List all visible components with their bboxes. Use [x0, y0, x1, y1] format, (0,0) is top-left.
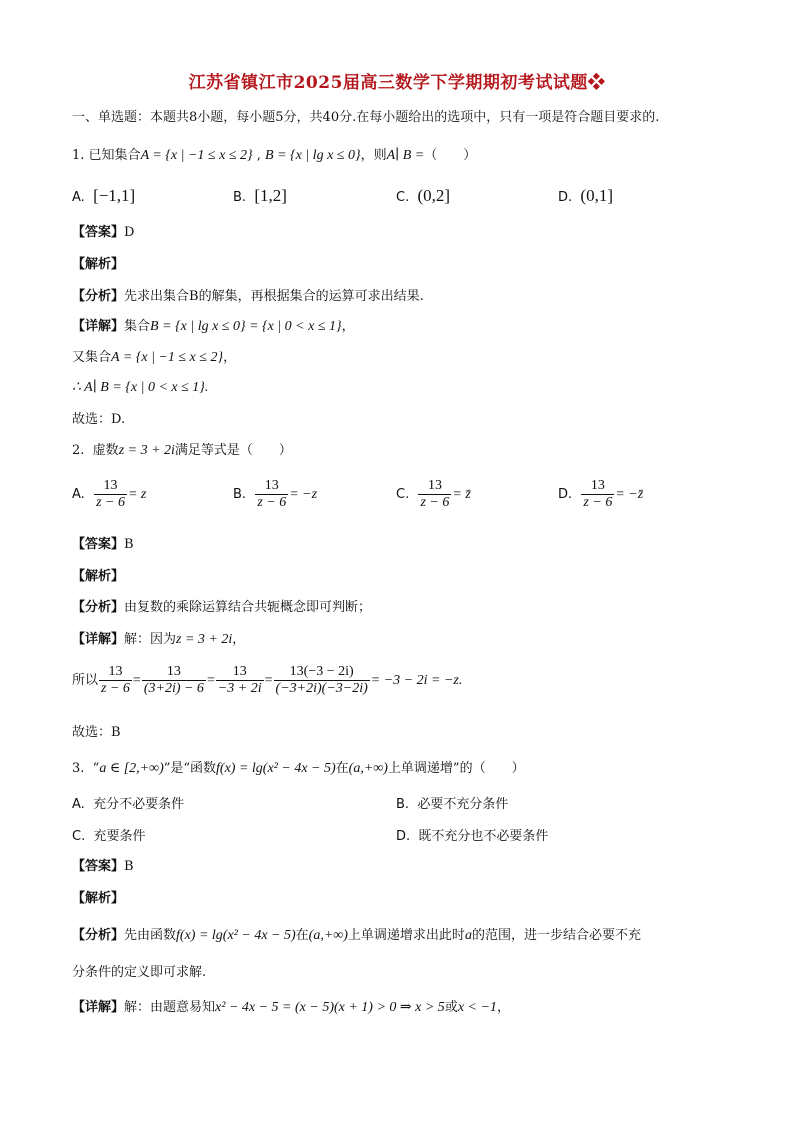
q3-option-label: D. [396, 829, 411, 844]
step-punct: ， [232, 632, 246, 647]
step-formula: A = {x | −1 ≤ x ≤ 2} [111, 350, 224, 365]
q2-option-rhs: = z [127, 487, 147, 502]
q2-fraction [255, 478, 288, 511]
q3-stem-text: “ [92, 761, 100, 776]
q1-option-d [558, 186, 613, 208]
q1-answer [72, 223, 134, 243]
q2-option-rhs: = −z [289, 487, 318, 502]
q2-option-label: A. [72, 487, 85, 502]
step-text: 或 [444, 1000, 458, 1015]
q3-option-text: 充要条件 [93, 829, 146, 844]
step-formula: ∴ A∣ B = {x | 0 < x ≤ 1}. [72, 380, 209, 395]
q3-stem-text: 上单调递增”的（ ） [387, 761, 525, 776]
q3-option-label: C. [72, 829, 86, 844]
q1-xiangjie [72, 317, 355, 337]
fenxi-text: 上单调递增求出此时 [347, 928, 465, 943]
fenxi-text: 的范围，进一步结合必要不充 [471, 928, 641, 943]
step-punct: ， [496, 1000, 510, 1015]
q2-option-label: C. [396, 487, 410, 502]
q2-option-c [396, 478, 471, 511]
q2-option-rhs: = −z̄ [615, 487, 644, 502]
q2-fraction [94, 478, 127, 511]
xiangjie-tag: 【详解】 [72, 1000, 125, 1015]
q3-xiangjie [72, 998, 510, 1018]
q1-stem: 1. 已知集合A = {x | −1 ≤ x ≤ 2} , B = {x | lg x ≤ 0}，则A∣ B =（ ） [72, 148, 477, 163]
q3-option-d [396, 827, 548, 847]
q2-option-label: B. [233, 487, 247, 502]
step-formula: = −3 − 2i = −z. [370, 673, 463, 688]
answer-value: B [124, 537, 134, 552]
q2-option-d [558, 478, 643, 511]
step-text: 又集合 [72, 350, 112, 365]
fenxi-formula: f(x) = lg(x² − 4x − 5) [176, 928, 296, 943]
fenxi-text: 先求出集合B的解集，再根据集合的运算可求出结果. [124, 289, 424, 304]
step-punct: ， [223, 350, 237, 365]
q3-fenxi-line2: 分条件的定义即可求解. [72, 965, 207, 980]
q2-number: 2. [72, 443, 85, 458]
frac-num: 13 [427, 478, 442, 493]
frac-num: 13(−3 − 2i) [289, 664, 354, 679]
q3-option-b [396, 795, 508, 815]
q2-step-frac-1 [99, 664, 132, 697]
q2-option-rhs: = z̄ [452, 487, 471, 502]
q1-step3 [72, 378, 208, 398]
q3-stem-text: ”是“函数 [163, 761, 217, 776]
step-formula: B = {x | lg x ≤ 0} = {x | 0 < x ≤ 1} [150, 319, 342, 334]
frac-den: −3 + 2i [217, 681, 262, 696]
fenxi-text: 在 [295, 928, 309, 943]
q2-stem [72, 441, 292, 461]
answer-tag: 【答案】 [72, 859, 125, 874]
q1-option-a [72, 186, 135, 208]
frac-num: 13 [232, 664, 247, 679]
q2-fraction [418, 478, 451, 511]
q2-xiangjie [72, 630, 245, 650]
frac-num: 13 [590, 478, 605, 493]
q3-option-a [72, 795, 184, 815]
frac-den: (−3+2i)(−3−2i) [275, 681, 368, 696]
q1-stem-text: 已知集合 [88, 148, 141, 163]
frac-den: z − 6 [101, 681, 130, 696]
q3-option-c [72, 827, 146, 847]
q3-option-label: B. [396, 797, 410, 812]
fenxi-tag: 【分析】 [72, 289, 125, 304]
q2-option-b [233, 478, 317, 511]
frac-num: 13 [264, 478, 279, 493]
q2-option-label: D. [558, 487, 573, 502]
q3-stem [72, 759, 525, 779]
fenxi-formula: (a,+∞) [308, 928, 348, 943]
q3-interval: (a,+∞) [348, 761, 388, 776]
q2-step-frac-3 [216, 664, 264, 697]
frac-den: z − 6 [96, 495, 125, 510]
fenxi-text: 由复数的乘除运算结合共轭概念即可判断； [124, 600, 372, 615]
page-title: 江苏省镇江市2025届高三数学下学期期初考试试题❖ [188, 73, 606, 93]
q1-option-text: [−1,1] [93, 186, 136, 205]
q2-stem-text: 虚数 [92, 443, 119, 458]
q1-paren: （ ） [424, 148, 477, 163]
q3-option-text: 充分不必要条件 [93, 797, 185, 812]
q1-set-a: A = {x | −1 ≤ x ≤ 2} [140, 148, 253, 163]
q2-fenxi [72, 598, 371, 618]
q1-option-label: C. [396, 190, 410, 205]
frac-num: 13 [166, 664, 181, 679]
q1-option-label: A. [72, 190, 85, 205]
xiangjie-tag: 【详解】 [72, 632, 125, 647]
q3-option-text: 必要不充分条件 [417, 797, 509, 812]
q3-function: f(x) = lg(x² − 4x − 5) [216, 761, 336, 776]
q3-stem-text: 在 [335, 761, 349, 776]
fenxi-text: 先由函数 [124, 928, 177, 943]
q1-option-b [233, 186, 287, 208]
q1-number: 1. [72, 148, 85, 163]
q1-stem-then: ，则 [360, 148, 387, 163]
step-text: 解：由题意易知 [124, 1000, 216, 1015]
q3-number: 3. [72, 761, 85, 776]
q1-set-b: B = {x | lg x ≤ 0} [265, 148, 361, 163]
q1-step2 [72, 348, 236, 368]
fenxi-tag: 【分析】 [72, 600, 125, 615]
q1-option-text: (0,2] [417, 186, 451, 205]
q2-step-frac-2 [142, 664, 206, 697]
section-instructions: 一、单选题：本题共8小题，每小题5分，共40分.在每小题给出的选项中，只有一项是符合题目要求的. [72, 110, 660, 125]
q3-option-text: 既不充分也不必要条件 [418, 829, 549, 844]
answer-tag: 【答案】 [72, 225, 125, 240]
q1-jiexi: 【解析】 [72, 257, 125, 272]
step-text: 所以 [72, 673, 99, 688]
step-formula: z = 3 + 2i [176, 632, 233, 647]
q2-fraction [581, 478, 614, 511]
frac-den: z − 6 [420, 495, 450, 510]
q3-answer [72, 857, 134, 877]
q2-z: z = 3 + 2i [118, 443, 175, 458]
frac-den: (3+2i) − 6 [143, 681, 204, 696]
frac-den: z − 6 [257, 495, 287, 510]
q1-conclusion: 故选：D. [72, 412, 126, 427]
step-text: 解：因为 [124, 632, 177, 647]
q2-step2: 所以 $\frac{13}{z - 6}$ = $\frac{13}{(3+2i) - 6}$ = $\frac{13}{-3 + 2i}$ = $\frac{13(-3 - 2i)}{(-3+2i)(-3-2i)}$ = −3 − 2i = −z. [72, 664, 463, 696]
q1-option-label: B. [233, 190, 247, 205]
q3-fenxi [72, 926, 641, 946]
q1-option-text: (0,1] [580, 186, 613, 205]
answer-tag: 【答案】 [72, 537, 125, 552]
q1-ask: A∣ B = [386, 148, 425, 163]
fenxi-formula: a [464, 928, 472, 943]
q1-fenxi [72, 287, 424, 307]
step-formula: x² − 4x − 5 = (x − 5)(x + 1) > 0 ⇒ x > 5 [215, 1000, 445, 1015]
q3-option-label: A. [72, 797, 85, 812]
q3-condition: a ∈ [2,+∞) [99, 761, 164, 776]
q1-option-label: D. [558, 190, 573, 205]
step-punct: ， [341, 319, 355, 334]
step-formula: x < −1 [457, 1000, 497, 1015]
q2-step-frac-4 [274, 664, 370, 697]
step-text: 集合 [124, 319, 151, 334]
q2-answer [72, 535, 134, 555]
q2-stem-text2: 满足等式是（ ） [174, 443, 292, 458]
frac-num: 13 [108, 664, 123, 679]
q2-jiexi: 【解析】 [72, 569, 125, 584]
q1-option-text: [1,2] [254, 186, 287, 205]
answer-value: B [124, 859, 134, 874]
q1-option-c [396, 186, 450, 208]
fenxi-tag: 【分析】 [72, 928, 125, 943]
q2-option-a [72, 478, 146, 511]
frac-den: z − 6 [583, 495, 613, 510]
answer-value: D [124, 225, 135, 240]
q3-jiexi: 【解析】 [72, 891, 125, 906]
xiangjie-tag: 【详解】 [72, 319, 125, 334]
frac-num: 13 [103, 478, 118, 493]
q2-conclusion: 故选：B [72, 725, 121, 740]
